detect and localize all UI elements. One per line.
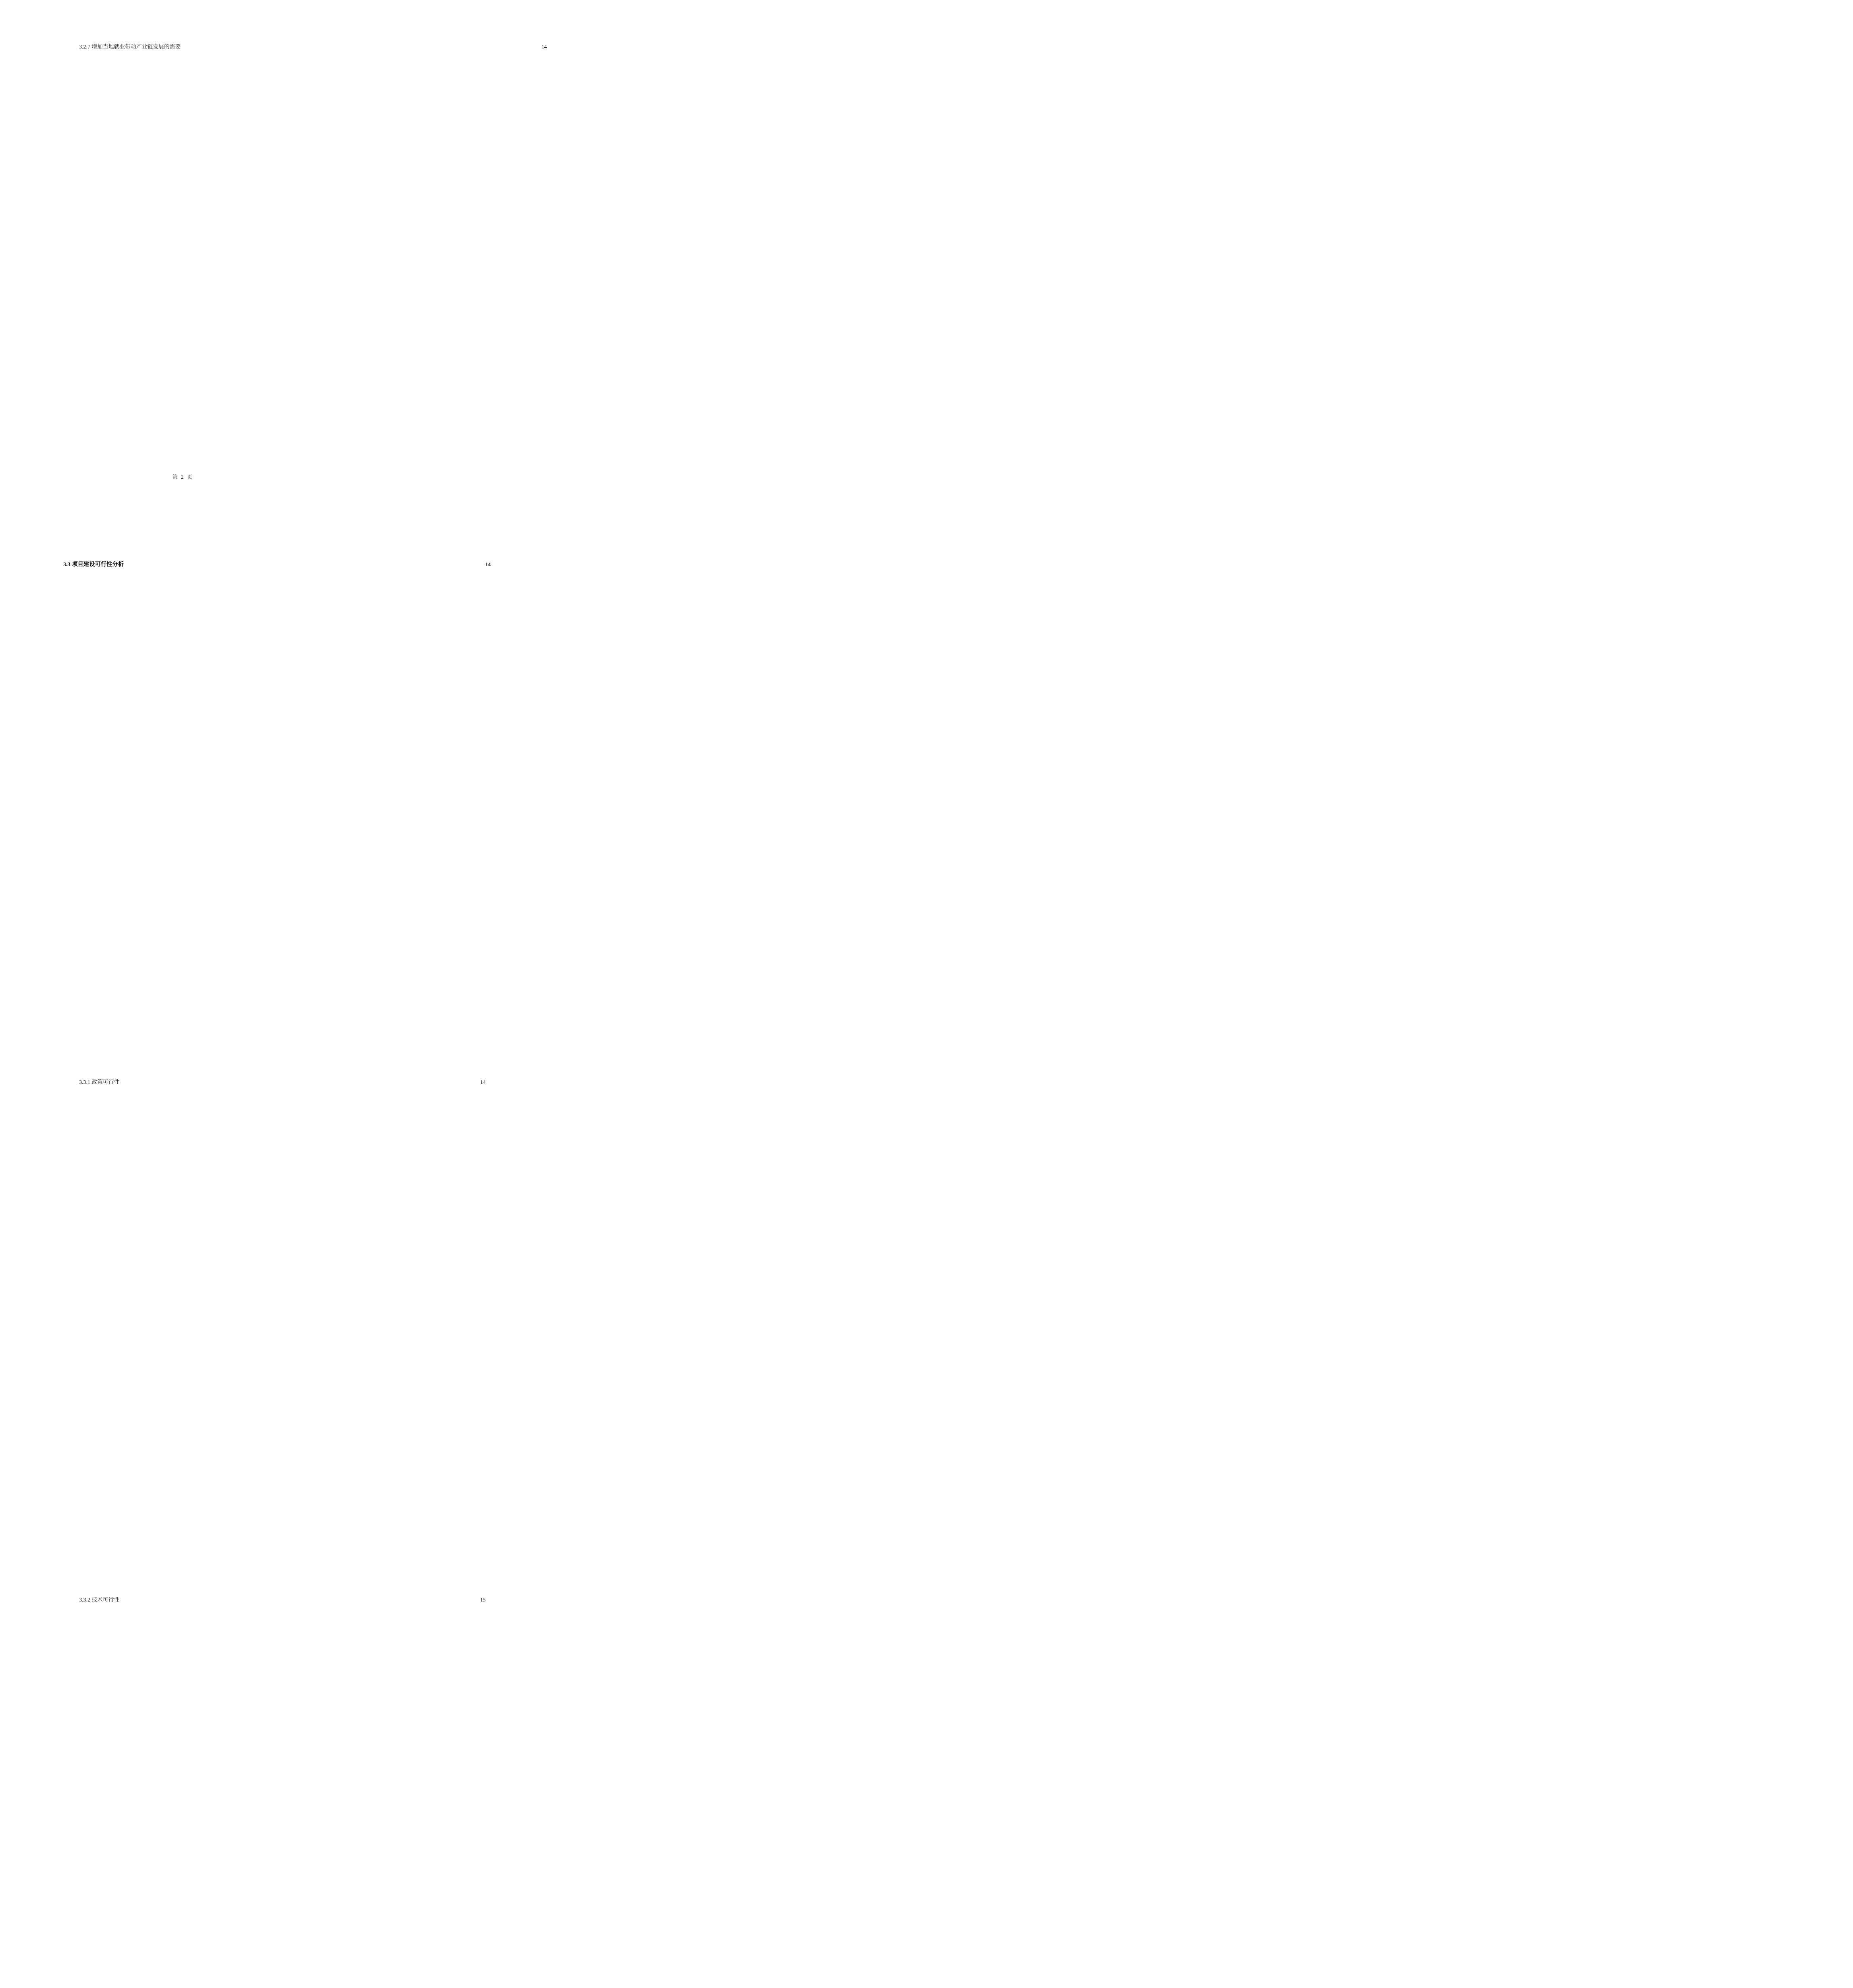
toc-entry-l3[interactable] <box>54 42 547 560</box>
toc-entry-label: 3.3 项目建设可行性分析 <box>63 561 124 568</box>
toc-entry-page-number: 14 <box>120 1077 486 1595</box>
toc-entry-label: 3.2.7 增加当地就业带动产业链发展的需要 <box>79 44 181 50</box>
toc-entry-page-number: 15 <box>120 1595 486 1988</box>
toc-entry-l3[interactable] <box>54 1077 486 1595</box>
page-footer <box>0 473 366 480</box>
toc-entry-page-number: 14 <box>181 42 547 560</box>
toc-entry-l3[interactable] <box>54 1595 486 1988</box>
toc-entry-l2[interactable] <box>54 560 491 1077</box>
toc-list <box>54 42 547 1988</box>
page-number-label: 第 2 页 <box>172 474 194 480</box>
document-page <box>0 0 547 1603</box>
toc-entry-label: 3.3.1 政策可行性 <box>79 1079 120 1085</box>
toc-entry-label: 3.3.2 技术可行性 <box>79 1597 120 1603</box>
toc-entry-page-number: 14 <box>124 560 491 1077</box>
